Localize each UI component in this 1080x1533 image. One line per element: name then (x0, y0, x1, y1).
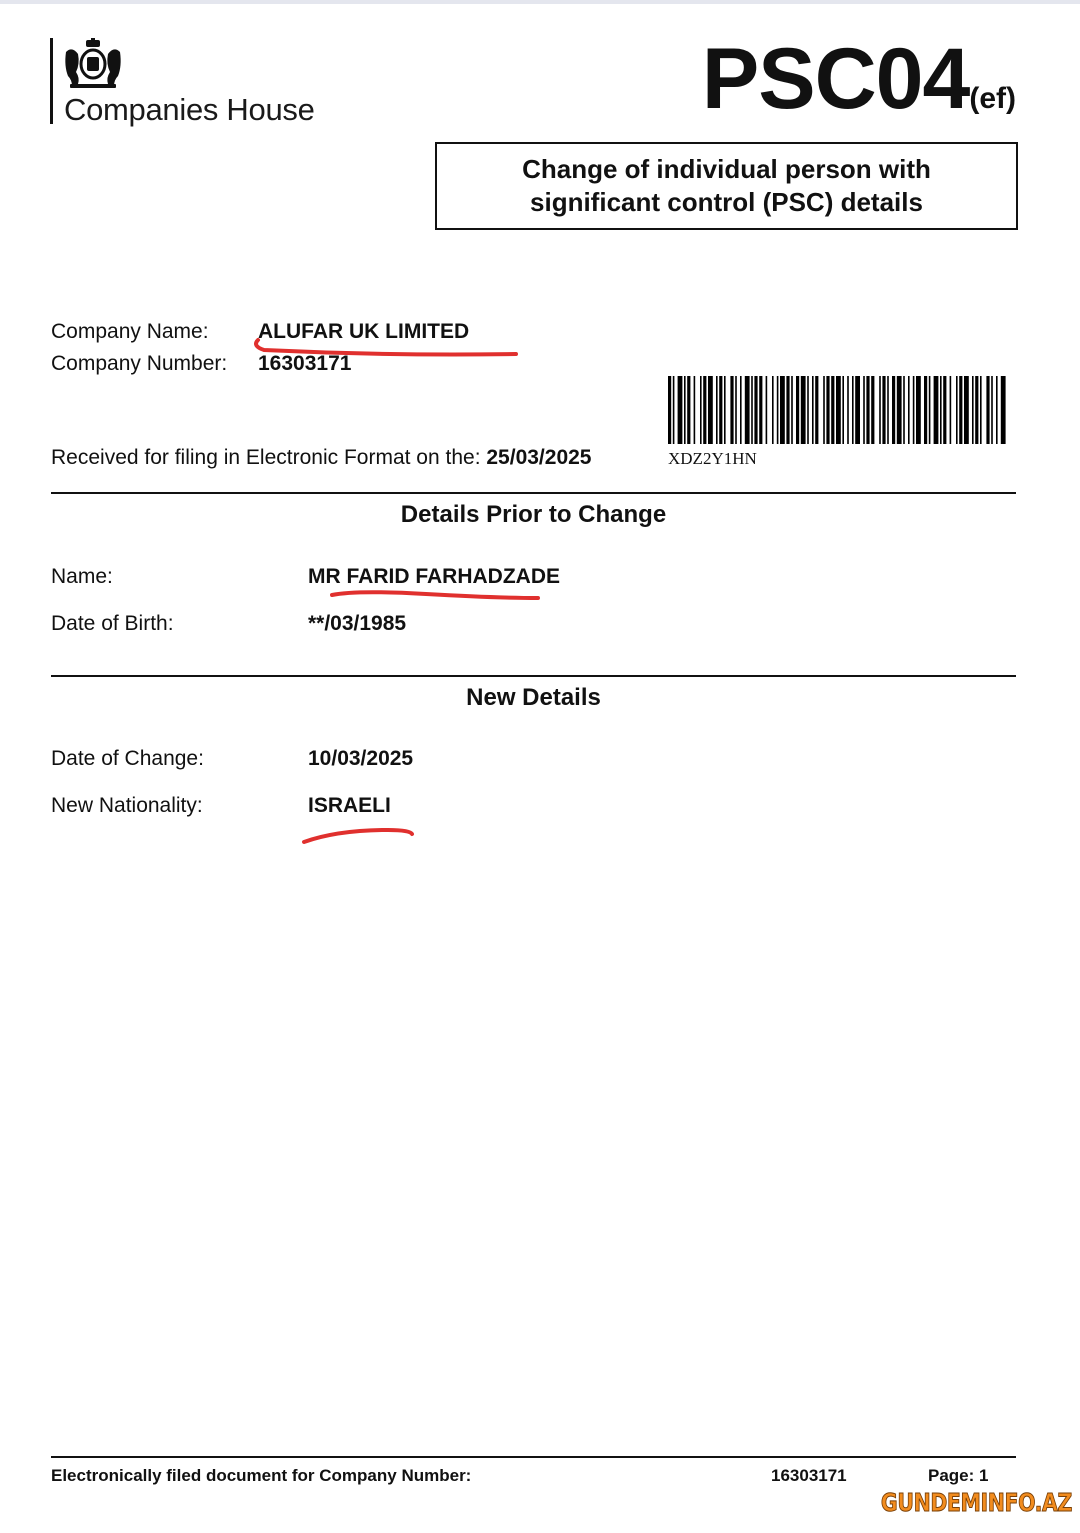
barcode-bar (855, 376, 860, 444)
barcode-bar (751, 376, 753, 444)
barcode-bar (700, 376, 702, 444)
barcode-bar (772, 376, 774, 444)
new-nationality-value: ISRAELI (308, 794, 391, 817)
received-for-filing (51, 446, 591, 470)
barcode-bar (852, 376, 854, 444)
barcode-bar (836, 376, 841, 444)
annotation-underline-nationality (298, 822, 418, 848)
top-band (0, 0, 1080, 4)
barcode-bar (687, 376, 690, 444)
new-nationality-label: New Nationality: (51, 794, 203, 817)
barcode-bar (866, 376, 869, 444)
barcode-bar (996, 376, 998, 444)
barcode-bar (887, 376, 889, 444)
barcode-bar (678, 376, 683, 444)
barcode-bar (684, 376, 686, 444)
barcode-bar (745, 376, 750, 444)
date-of-change-value: 10/03/2025 (308, 747, 414, 770)
prior-dob-value: **/03/1985 (308, 612, 407, 635)
barcode-bar (759, 376, 762, 444)
received-date: 25/03/2025 (486, 446, 592, 469)
barcode-bar (1001, 376, 1006, 444)
barcode-bar (694, 376, 696, 444)
barcode-bar (913, 376, 915, 444)
footer-filed-text: Electronically filed document for Company Number: (51, 1466, 472, 1485)
barcode-bar (791, 376, 793, 444)
form-code-suffix: (ef) (969, 82, 1016, 115)
divider-footer (51, 1456, 1016, 1458)
barcode-bar (879, 376, 881, 444)
barcode-bar (892, 376, 895, 444)
barcode-bar (673, 376, 675, 444)
barcode-bar (903, 376, 905, 444)
barcode-bar (863, 376, 865, 444)
barcode-bar (964, 376, 969, 444)
barcode-bar (668, 376, 671, 444)
footer-company-number: 16303171 (771, 1466, 847, 1485)
barcode-bar (943, 376, 946, 444)
barcode-bar (934, 376, 939, 444)
barcode-bar (831, 376, 834, 444)
barcode-bar (823, 376, 825, 444)
logo-divider (50, 38, 53, 124)
barcode-bar (940, 376, 942, 444)
barcode-bar (815, 376, 818, 444)
divider-new (51, 675, 1016, 677)
barcode-bar (796, 376, 799, 444)
barcode-bar (842, 376, 844, 444)
footer-page-number: Page: 1 (928, 1466, 989, 1485)
barcode-bar (730, 376, 733, 444)
barcode-bar (959, 376, 962, 444)
barcode-bar (766, 376, 768, 444)
form-title-box (435, 142, 1018, 230)
barcode-bar (924, 376, 927, 444)
org-name: Companies House (64, 92, 315, 127)
barcode-bar (986, 376, 989, 444)
barcode-bar (980, 376, 982, 444)
royal-crest-icon (62, 38, 124, 90)
barcode-bar (708, 376, 713, 444)
barcode-bar (897, 376, 902, 444)
barcode-bar (786, 376, 789, 444)
barcode-bar (991, 376, 993, 444)
form-title-line1: Change of individual person with (522, 154, 931, 184)
barcode-text: XDZ2Y1HN (668, 449, 757, 468)
barcode-bar (735, 376, 737, 444)
company-number-value: 16303171 (258, 352, 352, 375)
prior-name-value: MR FARID FARHADZADE (308, 565, 560, 588)
barcode-bar (929, 376, 931, 444)
barcode-bar (807, 376, 809, 444)
annotation-underline-company (250, 334, 522, 358)
form-code (701, 31, 1016, 127)
barcode-bar (812, 376, 814, 444)
barcode-bar (716, 376, 718, 444)
barcode-bar (916, 376, 921, 444)
barcode-bar (719, 376, 722, 444)
heading-prior-details: Details Prior to Change (400, 501, 667, 528)
barcode-bar (740, 376, 742, 444)
barcode-bar (956, 376, 958, 444)
barcode-bar (950, 376, 952, 444)
barcode-bar (975, 376, 978, 444)
watermark-logo: GUNDEMINFO.AZ (880, 1488, 1072, 1517)
barcode-bar (882, 376, 885, 444)
barcode-bar (777, 376, 779, 444)
barcode-bar (754, 376, 757, 444)
barcode-bar (908, 376, 910, 444)
prior-dob-label: Date of Birth: (51, 612, 174, 635)
barcode (668, 376, 1006, 444)
barcode-bar (972, 376, 974, 444)
company-name-label: Company Name: (51, 320, 209, 343)
barcode-bar (724, 376, 726, 444)
divider-prior (51, 492, 1016, 494)
barcode-bar (801, 376, 806, 444)
form-title-line2: significant control (PSC) details (530, 187, 923, 217)
company-name-value: ALUFAR UK LIMITED (258, 320, 470, 343)
received-label: Received for filing in Electronic Format on the: (51, 446, 481, 469)
annotation-underline-name (326, 586, 544, 606)
heading-new-details: New Details (466, 684, 601, 711)
barcode-bar (826, 376, 829, 444)
barcode-bar (703, 376, 706, 444)
form-code-main: PSC04 (701, 31, 970, 127)
company-number-label: Company Number: (51, 352, 228, 375)
barcode-bar (871, 376, 874, 444)
date-of-change-label: Date of Change: (51, 747, 204, 770)
barcode-bar (780, 376, 785, 444)
barcode-bar (847, 376, 849, 444)
prior-name-label: Name: (51, 565, 113, 588)
